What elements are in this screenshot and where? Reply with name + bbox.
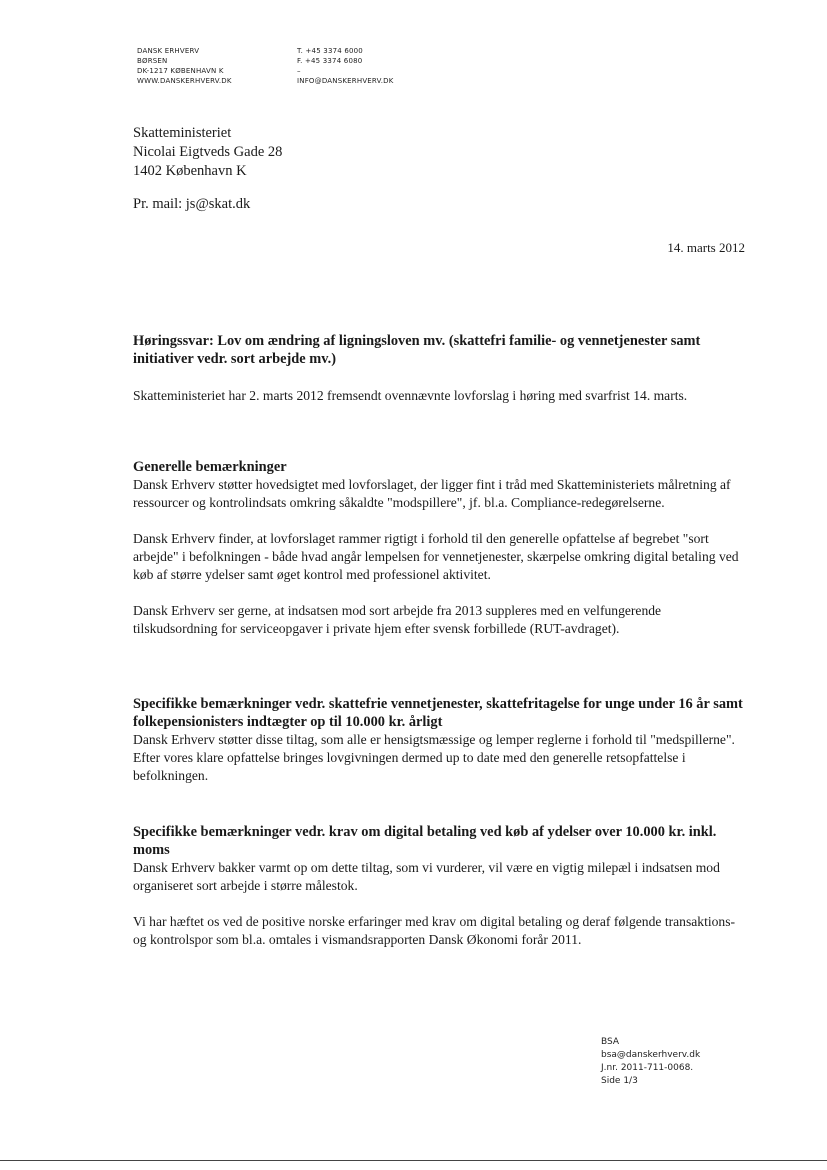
section-friend-services bbox=[133, 695, 745, 785]
recipient-line: Nicolai Eigtveds Gade 28 bbox=[133, 144, 283, 160]
section-digital-payment bbox=[133, 823, 745, 949]
section-paragraph: Vi har hæftet os ved de positive norske erfaringer med krav om digital betaling og deraf følgende transaktions- og kontrolspor som bl.a. omtales i vismandsrapporten Dansk Økonomi forår 2011. bbox=[133, 914, 736, 947]
letterhead-line: DK-1217 KØBENHAVN K bbox=[137, 67, 224, 75]
letterhead-line: F. +45 3374 6080 bbox=[297, 57, 363, 65]
footer-email: bsa@danskerhverv.dk bbox=[601, 1050, 701, 1060]
letterhead-line: BØRSEN bbox=[137, 57, 168, 65]
letterhead-address bbox=[137, 46, 232, 86]
footer-line: J.nr. 2011-711-0068. bbox=[601, 1063, 694, 1073]
letterhead-contact bbox=[297, 46, 394, 86]
section-heading: Generelle bemærkninger bbox=[133, 459, 287, 475]
recipient-address bbox=[133, 124, 282, 181]
letter-title: Høringssvar: Lov om ændring af ligningsloven mv. (skattefri familie- og vennetjenester samt initiativer vedr. sort arbejde mv.) bbox=[133, 333, 701, 367]
letterhead-line: T. +45 3374 6000 bbox=[297, 47, 363, 55]
section-general bbox=[133, 458, 745, 638]
page-number: Side 1/3 bbox=[601, 1076, 638, 1086]
letterhead-line: INFO@DANSKERHVERV.DK bbox=[297, 77, 394, 85]
section-heading: Specifikke bemærkninger vedr. skattefrie vennetjenester, skattefritagelse for unge under 16 år samt folkepensionisters indtægter op til 10.000 kr. årligt bbox=[133, 696, 743, 730]
section-paragraph: Dansk Erhverv støtter disse tiltag, som alle er hensigtsmæssige og lemper reglerne i forhold til "medspillerne". Efter vores klare opfattelse bringes lovgivningen dermed up to date med den generelle retsopfattelse i befolkningen. bbox=[133, 732, 735, 783]
footer-line: BSA bbox=[601, 1037, 620, 1047]
letterhead-line: WWW.DANSKERHVERV.DK bbox=[137, 77, 232, 85]
intro-paragraph: Skatteministeriet har 2. marts 2012 fremsendt ovennævnte lovforslag i høring med svarfrist 14. marts. bbox=[133, 388, 688, 403]
section-paragraph: Dansk Erhverv finder, at lovforslaget rammer rigtigt i forhold til den generelle opfattelse af begrebet "sort arbejde" i befolkningen - både hvad angår lempelsen for vennetjenester, skærpelse omkring digital betaling ved køb af større ydelser samt øget kontrol med professionel aktivitet. bbox=[133, 531, 739, 582]
letterhead-line: – bbox=[297, 67, 301, 75]
section-paragraph: Dansk Erhverv ser gerne, at indsatsen mod sort arbejde fra 2013 suppleres med en velfungerende tilskudsordning for serviceopgaver i private hjem efter svensk forbillede (RUT-avdraget). bbox=[133, 603, 662, 636]
section-heading: Specifikke bemærkninger vedr. krav om digital betaling ved køb af ydelser over 10.000 kr. inkl. moms bbox=[133, 824, 717, 858]
footer-reference bbox=[601, 1036, 700, 1088]
bottom-rule bbox=[0, 1160, 827, 1161]
recipient-line: 1402 København K bbox=[133, 163, 247, 179]
letter-date: 14. marts 2012 bbox=[667, 240, 745, 255]
recipient-line: Skatteministeriet bbox=[133, 125, 232, 141]
section-paragraph: Dansk Erhverv støtter hovedsigtet med lovforslaget, der ligger fint i tråd med Skatteministeriets målretning af ressourcer og kontrolindsats omkring såkaldte "modspillere", jf. bl.a. Compliance-redegørelserne. bbox=[133, 477, 731, 510]
section-paragraph: Dansk Erhverv bakker varmt op om dette tiltag, som vi vurderer, vil være en vigtig milepæl i indsatsen mod organiseret sort arbejde i større målestok. bbox=[133, 860, 720, 893]
letterhead-line: DANSK ERHVERV bbox=[137, 47, 200, 55]
mail-line: Pr. mail: js@skat.dk bbox=[133, 196, 251, 212]
